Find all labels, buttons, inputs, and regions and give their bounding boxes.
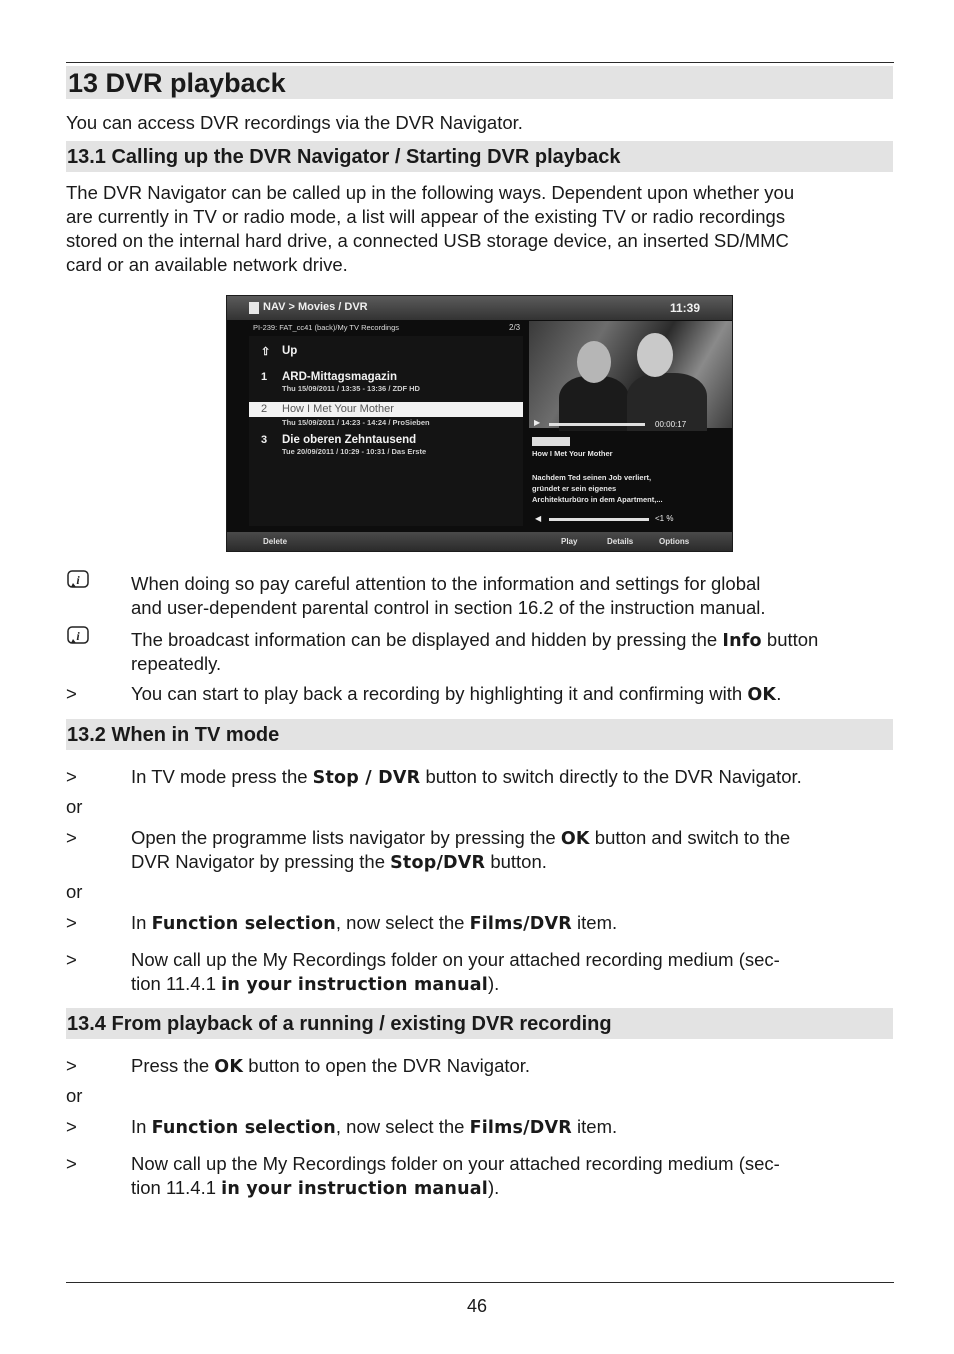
step-text-part: You can start to play back a recording by highlighting it and confirming with — [131, 683, 748, 704]
step-text-part: ). — [487, 1177, 500, 1198]
top-rule — [66, 62, 894, 63]
step-text-part: In TV mode press the — [131, 766, 313, 787]
step-text-part: , now select the — [335, 912, 470, 933]
info-text-line: Architekturbüro in dem Apartment,... — [532, 495, 663, 504]
video-preview — [529, 321, 732, 428]
footer-delete: Delete — [263, 537, 288, 546]
step-text — [131, 765, 802, 790]
or-label: or — [66, 881, 83, 902]
footer-play: Play — [561, 537, 578, 546]
item-number: 2 — [261, 403, 268, 415]
manual-reference: in your instruction manual — [221, 975, 488, 995]
svg-text:i: i — [76, 573, 80, 587]
step-text-part: DVR Navigator by pressing the — [131, 851, 391, 872]
stop-dvr-key-label: Stop/DVR — [390, 853, 486, 873]
step-text-part: In — [131, 1116, 152, 1137]
info-title: How I Met Your Mother — [532, 449, 613, 458]
step-marker: > — [66, 912, 77, 933]
info-icon — [67, 626, 89, 645]
step-text-part: tion 11.4.1 — [131, 973, 222, 994]
stop-dvr-key-label: Stop / DVR — [312, 768, 421, 788]
item-title: How I Met Your Mother — [282, 403, 394, 415]
step-text-part: button and switch to the — [589, 827, 791, 848]
step-marker: > — [66, 827, 77, 848]
step-text — [131, 850, 547, 875]
step-text-part: Press the — [131, 1055, 215, 1076]
menu-item-name: Films/DVR — [469, 914, 572, 934]
item-details: Tue 20/09/2011 / 10:29 - 10:31 / Das Erste — [282, 447, 427, 456]
item-number: 1 — [261, 371, 268, 383]
section-title: 13.1 Calling up the DVR Navigator / Starting DVR playback — [67, 146, 621, 168]
step-text — [131, 826, 790, 851]
preview-face — [577, 341, 611, 383]
footer-options: Options — [659, 537, 690, 546]
ok-key-label: OK — [747, 685, 777, 705]
bottom-rule — [66, 1282, 894, 1283]
paragraph-line: are currently in TV or radio mode, a list will appear of the existing TV or radio recordings — [66, 206, 786, 227]
ok-key-label: OK — [214, 1057, 244, 1077]
item-details: Thu 15/09/2011 / 13:35 - 13:36 / ZDF HD — [282, 384, 420, 393]
item-details: Thu 15/09/2011 / 14:23 - 14:24 / ProSieben — [282, 418, 430, 427]
step-marker: > — [66, 1116, 77, 1137]
step-text — [131, 682, 781, 707]
section-heading-13-1 — [66, 141, 893, 172]
arrow-up-icon: ⇧ — [261, 346, 271, 358]
screen-breadcrumb: NAV > Movies / DVR — [263, 301, 368, 313]
item-title: Die oberen Zehntausend — [282, 434, 417, 446]
chapter-heading — [66, 66, 893, 99]
note-text: button — [761, 629, 819, 650]
item-title: ARD-Mittagsmagazin — [282, 371, 398, 383]
channel-logo — [532, 437, 570, 446]
intro-text: You can access DVR recordings via the DVR Navigator. — [66, 112, 523, 133]
screen-clock: 11:39 — [669, 301, 700, 315]
section-heading-13-2 — [66, 719, 893, 750]
or-label: or — [66, 1085, 83, 1106]
step-text-part: In — [131, 912, 152, 933]
paragraph-line: card or an available network drive. — [66, 254, 348, 275]
up-label: Up — [282, 345, 298, 357]
volume-bar — [549, 518, 649, 521]
step-marker: > — [66, 1153, 77, 1174]
note-line: and user-dependent parental control in section 16.2 of the instruction manual. — [131, 597, 766, 618]
paragraph-line: stored on the internal hard drive, a connected USB storage device, an inserted SD/MMC — [66, 230, 789, 251]
step-text-part: Open the programme lists navigator by pressing the — [131, 827, 561, 848]
step-text — [131, 1176, 499, 1201]
step-text — [131, 972, 499, 997]
menu-name: Function selection — [151, 1118, 336, 1138]
step-marker: > — [66, 766, 77, 787]
step-text — [131, 1115, 617, 1140]
recordings-list — [249, 336, 523, 526]
progress-time: 00:00:17 — [655, 420, 687, 429]
step-marker: > — [66, 1055, 77, 1076]
info-text-line: Nachdem Ted seinen Job verliert, — [532, 473, 652, 482]
step-text-part: , now select the — [335, 1116, 470, 1137]
paragraph-line: The DVR Navigator can be called up in the following ways. Dependent upon whether you — [66, 182, 795, 203]
step-marker: > — [66, 949, 77, 970]
folder-icon — [249, 302, 259, 314]
step-text-part: item. — [571, 1116, 618, 1137]
item-number: 3 — [261, 434, 268, 446]
screen-title-bar — [227, 296, 732, 320]
recording-path: PI-239: FAT_cc41 (back)/My TV Recordings — [253, 323, 400, 332]
step-text-part: button. — [485, 851, 547, 872]
step-text-part: item. — [571, 912, 618, 933]
screen-footer — [227, 532, 732, 551]
step-marker: > — [66, 683, 77, 704]
play-icon: ▶ — [534, 418, 541, 427]
step-text — [131, 911, 617, 936]
step-text: Now call up the My Recordings folder on your attached recording medium (sec- — [131, 949, 780, 970]
menu-item-name: Films/DVR — [469, 1118, 572, 1138]
note-line — [131, 628, 818, 653]
volume-level: <1 % — [655, 514, 674, 523]
section-title: 13.2 When in TV mode — [67, 724, 280, 746]
info-text-line: gründet er sein eigenes — [532, 484, 617, 493]
chapter-title: 13 DVR playback — [68, 68, 286, 98]
manual-reference: in your instruction manual — [221, 1179, 488, 1199]
or-label: or — [66, 796, 83, 817]
step-text-part: tion 11.4.1 — [131, 1177, 222, 1198]
info-icon — [67, 570, 89, 589]
note-line: repeatedly. — [131, 653, 222, 674]
note-line: When doing so pay careful attention to the information and settings for global — [131, 573, 761, 594]
dvr-navigator-screenshot — [226, 295, 733, 552]
list-page: 2/3 — [509, 323, 521, 332]
step-text-part: button to open the DVR Navigator. — [243, 1055, 531, 1076]
page-number: 46 — [466, 1296, 488, 1316]
note-text: The broadcast information can be displayed and hidden by pressing the — [131, 629, 723, 650]
step-text — [131, 1054, 530, 1079]
footer-details: Details — [607, 537, 634, 546]
section-title: 13.4 From playback of a running / existing DVR recording — [67, 1013, 612, 1035]
menu-name: Function selection — [151, 914, 336, 934]
step-text-part: . — [776, 683, 782, 704]
progress-bar — [549, 423, 645, 426]
info-key-label: Info — [722, 631, 762, 651]
step-text-part: button to switch directly to the DVR Navigator. — [420, 766, 802, 787]
step-text: Now call up the My Recordings folder on your attached recording medium (sec- — [131, 1153, 780, 1174]
volume-icon: ◀ — [535, 514, 542, 523]
preview-face — [637, 333, 673, 377]
step-text-part: ). — [487, 973, 500, 994]
ok-key-label: OK — [560, 829, 590, 849]
svg-text:i: i — [76, 629, 80, 643]
section-heading-13-4 — [66, 1008, 893, 1039]
selected-list-item — [249, 402, 523, 417]
